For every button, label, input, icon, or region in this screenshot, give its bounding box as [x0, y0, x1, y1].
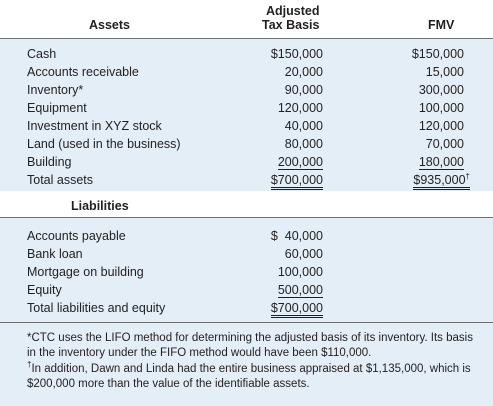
table-header: [0, 0, 493, 38]
liability-amount: 500,000: [277, 283, 323, 297]
footnote-star-line2: in the inventory under the FIFO method would have been $110,000.: [27, 347, 372, 359]
total-assets-fmv: $935,000†: [413, 173, 470, 190]
asset-fmv: 70,000: [425, 137, 464, 151]
total-assets-label: Total assets: [27, 173, 94, 187]
liability-label: Bank loan: [27, 247, 83, 261]
liability-amount: 100,000: [277, 265, 323, 279]
asset-basis: 200,000: [277, 155, 323, 169]
dagger-mark: †: [465, 171, 470, 181]
asset-basis: 90,000: [284, 83, 323, 97]
asset-label: Investment in XYZ stock: [27, 119, 162, 133]
asset-basis: $150,000: [270, 47, 323, 61]
assets-heading: Assets: [89, 18, 130, 32]
footnote-star-line1: *CTC uses the LIFO method for determining the adjusted basis of its inventory. Its basis: [27, 332, 473, 344]
asset-fmv: 15,000: [425, 65, 464, 79]
liabilities-heading: Liabilities: [71, 199, 129, 213]
asset-label: Equipment: [27, 101, 87, 115]
total-liabilities-label: Total liabilities and equity: [27, 301, 166, 315]
total-assets-basis: $700,000: [271, 173, 323, 190]
asset-fmv: 120,000: [418, 119, 464, 133]
basis-heading-line1: Adjusted: [266, 4, 320, 18]
footnote-rule: [0, 322, 493, 323]
liability-label: Equity: [27, 283, 62, 297]
asset-label: Cash: [27, 47, 57, 61]
liability-label: Mortgage on building: [27, 265, 144, 279]
liability-label: Accounts payable: [27, 229, 126, 243]
asset-basis: 40,000: [284, 119, 323, 133]
fmv-heading: FMV: [428, 18, 455, 32]
asset-label: Building: [27, 155, 72, 169]
asset-fmv: $150,000: [411, 47, 464, 61]
footnote-dagger-line1: †In addition, Dawn and Linda had the entire business appraised at $1,135,000, which is: [27, 360, 471, 375]
asset-basis: 20,000: [284, 65, 323, 79]
asset-basis: 120,000: [277, 101, 323, 115]
asset-label: Land (used in the business): [27, 137, 181, 151]
asset-label: Inventory*: [27, 83, 84, 97]
liability-amount: 60,000: [284, 247, 323, 261]
liability-amount: $ 40,000: [270, 229, 323, 243]
basis-heading-line2: Tax Basis: [262, 18, 320, 32]
total-liabilities-amount: $700,000: [271, 301, 323, 318]
asset-fmv: 300,000: [418, 83, 464, 97]
asset-fmv: 100,000: [418, 101, 464, 115]
footnote-dagger-line2: $200,000 more than the value of the identifiable assets.: [27, 378, 310, 390]
asset-basis: 80,000: [284, 137, 323, 151]
header-rule: [0, 38, 493, 39]
asset-fmv: 180,000: [418, 155, 464, 169]
asset-label: Accounts receivable: [27, 65, 139, 79]
footnote-dagger-mark: †: [27, 360, 32, 370]
liabilities-rule: [0, 217, 493, 218]
